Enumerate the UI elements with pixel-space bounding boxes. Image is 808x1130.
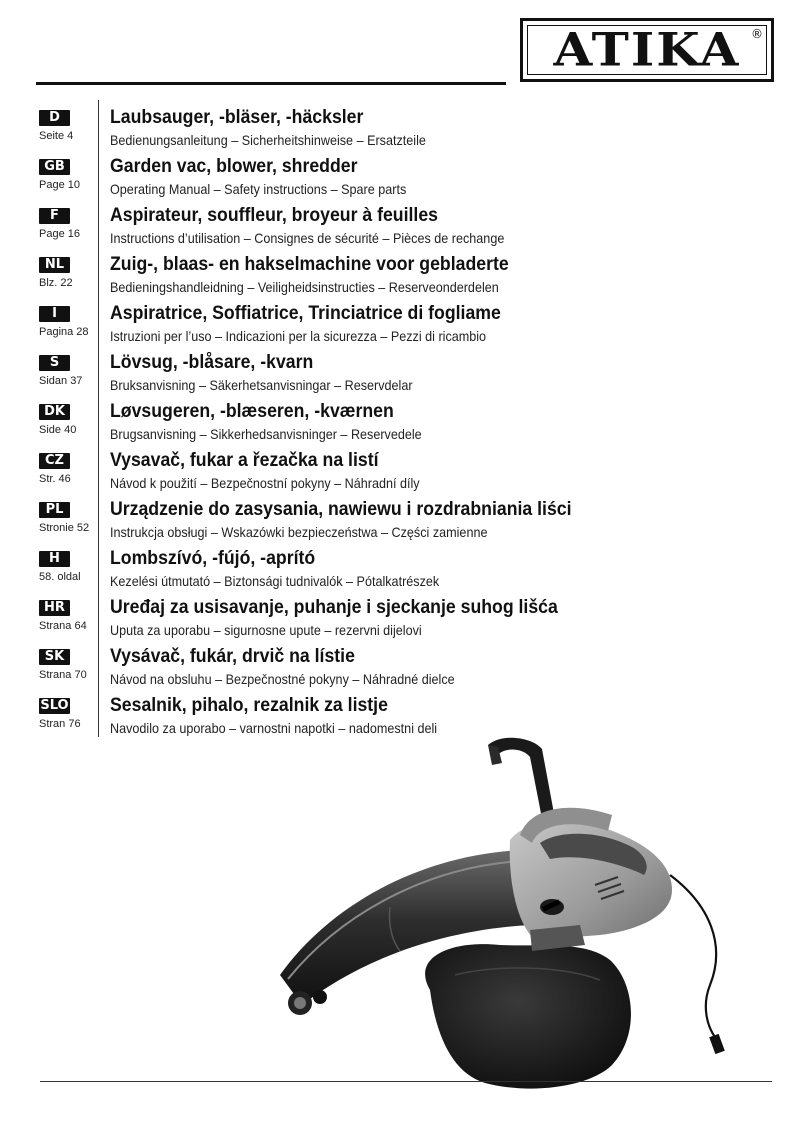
section-list: Instrukcja obsługi – Wskazówki bezpieczeństwa – Części zamienne: [110, 524, 488, 540]
page-reference: Sidan 37: [39, 375, 83, 387]
language-badge: S: [39, 355, 70, 371]
page-reference: Page 16: [39, 228, 80, 240]
page-reference: Strana 70: [39, 669, 87, 681]
language-badge: CZ: [39, 453, 70, 469]
section-list: Bruksanvisning – Säkerhetsanvisningar – Reservdelar: [110, 377, 413, 393]
section-list: Návod na obsluhu – Bezpečnostné pokyny – Náhradné dielce: [110, 671, 455, 687]
product-title: Aspirateur, souffleur, broyeur à feuilles: [110, 205, 438, 226]
section-list: Brugsanvisning – Sikkerhedsanvisninger – Reservedele: [110, 426, 422, 442]
language-row-sk: [36, 647, 776, 696]
language-badge: F: [39, 208, 70, 224]
page-reference: Stran 76: [39, 718, 81, 730]
language-row-nl: [36, 255, 776, 304]
language-row-cz: [36, 451, 776, 500]
logo-text: ATIKA: [553, 22, 741, 77]
product-title: Lövsug, -blåsare, -kvarn: [110, 352, 314, 373]
leaf-blower-photo: [240, 735, 760, 1095]
product-title: Vysavač, fukar a řezačka na listí: [110, 450, 379, 471]
product-title: Sesalnik, pihalo, rezalnik za listje: [110, 695, 388, 716]
page-reference: Pagina 28: [39, 326, 89, 338]
language-row-gb: [36, 157, 776, 206]
language-badge: I: [39, 306, 70, 322]
registered-mark: ®: [751, 27, 763, 41]
section-list: Bedieningshandleidning – Veiligheidsinstructies – Reserveonderdelen: [110, 279, 499, 295]
section-list: Instructions d’utilisation – Consignes de sécurité – Pièces de rechange: [110, 230, 505, 246]
page-reference: Stronie 52: [39, 522, 90, 534]
language-row-f: [36, 206, 776, 255]
page-reference: Blz. 22: [39, 277, 73, 289]
section-list: Operating Manual – Safety instructions – Spare parts: [110, 181, 407, 197]
page-reference: Str. 46: [39, 473, 71, 485]
language-row-s: [36, 353, 776, 402]
header-rule: [36, 82, 506, 85]
language-badge: H: [39, 551, 70, 567]
language-badge: D: [39, 110, 70, 126]
language-badge: GB: [39, 159, 70, 175]
product-title: Løvsugeren, -blæseren, -kværnen: [110, 401, 394, 422]
page-reference: Page 10: [39, 179, 80, 191]
language-row-h: [36, 549, 776, 598]
product-title: Lombszívó, -fújó, -aprító: [110, 548, 316, 569]
language-badge: SK: [39, 649, 70, 665]
product-title: Aspiratrice, Soffiatrice, Trinciatrice di fogliame: [110, 303, 501, 324]
footer-rule: [40, 1081, 772, 1082]
language-badge: NL: [39, 257, 70, 273]
product-title: Laubsauger, -bläser, -häcksler: [110, 107, 364, 128]
section-list: Navodilo za uporabo – varnostni napotki – nadomestni deli: [110, 720, 438, 736]
section-list: Kezelési útmutató – Biztonsági tudnivalók – Pótalkatrészek: [110, 573, 440, 589]
language-index: [36, 108, 776, 745]
product-title: Uređaj za usisavanje, puhanje i sjeckanje suhog lišća: [110, 597, 558, 618]
language-badge: DK: [39, 404, 70, 420]
language-row-pl: [36, 500, 776, 549]
language-row-dk: [36, 402, 776, 451]
product-title: Garden vac, blower, shredder: [110, 156, 358, 177]
section-list: Istruzioni per l’uso – Indicazioni per la sicurezza – Pezzi di ricambio: [110, 328, 487, 344]
page-reference: Strana 64: [39, 620, 87, 632]
section-list: Uputa za uporabu – sigurnosne upute – rezervni dijelovi: [110, 622, 422, 638]
product-title: Vysávač, fukár, drvič na lístie: [110, 646, 355, 667]
page-reference: Seite 4: [39, 130, 74, 142]
page-reference: 58. oldal: [39, 571, 81, 583]
atika-logo: [520, 18, 774, 82]
language-row-hr: [36, 598, 776, 647]
section-list: Bedienungsanleitung – Sicherheitshinweise – Ersatzteile: [110, 132, 426, 148]
language-badge: HR: [39, 600, 70, 616]
section-list: Návod k použití – Bezpečnostní pokyny – Náhradní díly: [110, 475, 420, 491]
language-row-d: [36, 108, 776, 157]
product-title: Zuig-, blaas- en hakselmachine voor gebladerte: [110, 254, 509, 275]
page-reference: Side 40: [39, 424, 77, 436]
language-badge: SLO: [40, 698, 69, 713]
language-row-i: [36, 304, 776, 353]
product-title: Urządzenie do zasysania, nawiewu i rozdrabniania liści: [110, 499, 572, 520]
language-badge: PL: [39, 502, 70, 518]
